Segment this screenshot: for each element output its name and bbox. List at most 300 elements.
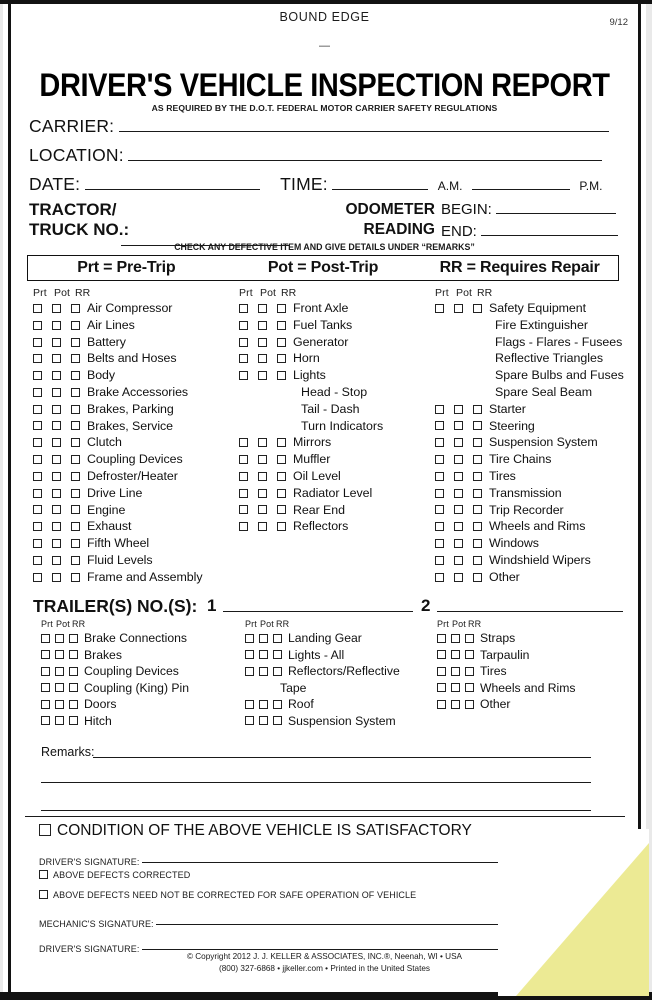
checkbox-prt[interactable] (435, 438, 444, 447)
checkbox-rr[interactable] (473, 421, 482, 430)
checklist-row (435, 300, 640, 317)
checkbox-rr[interactable] (473, 489, 482, 498)
checklist-row (435, 334, 640, 351)
checkbox-rr[interactable] (465, 667, 474, 676)
checklist-item-label: Battery (87, 334, 126, 349)
checkbox-pot[interactable] (52, 455, 61, 464)
checklist-subitem-label: Flags - Flares - Fusees (495, 334, 623, 349)
checkbox-pot[interactable] (259, 667, 268, 676)
checkbox-pot[interactable] (52, 539, 61, 548)
revision-code: 9/12 (609, 17, 628, 28)
odometer-values (441, 199, 618, 242)
checklist-row (33, 451, 248, 468)
checkbox-prt[interactable] (33, 539, 42, 548)
trailer-checklist-row (245, 630, 400, 647)
checkbox-prt[interactable] (41, 650, 50, 659)
checkbox-prt[interactable] (33, 505, 42, 514)
checkbox-pot[interactable] (52, 405, 61, 414)
checkbox-prt[interactable] (41, 667, 50, 676)
checkbox-pot[interactable] (454, 472, 463, 481)
column-1-headers (33, 287, 248, 300)
checklist-item-label: Belts and Hoses (87, 351, 177, 366)
checkbox-pot[interactable] (259, 716, 268, 725)
checkbox-prt[interactable] (437, 634, 446, 643)
checkbox-prt[interactable] (245, 634, 254, 643)
checklist-item-label: Trip Recorder (489, 502, 564, 517)
trailer-column-1-headers (41, 619, 189, 630)
checklist-subitem-label: Spare Bulbs and Fuses (495, 368, 624, 383)
checkbox-pot[interactable] (258, 321, 267, 330)
location-label: LOCATION: (29, 145, 124, 165)
checkbox-prt[interactable] (239, 522, 248, 531)
copyright-line-2: (800) 327-6868 • jjkeller.com • Printed in the United States (219, 963, 430, 973)
checkbox-prt[interactable] (239, 438, 248, 447)
checkbox-prt[interactable] (239, 354, 248, 363)
trailer-column-3-headers (437, 619, 576, 630)
time-pm-input[interactable] (472, 175, 570, 190)
trailer-item-label: Roof (288, 697, 314, 711)
checkbox-rr[interactable] (71, 489, 80, 498)
checklist-row (435, 384, 640, 401)
checkbox-prt[interactable] (239, 321, 248, 330)
location-input[interactable] (128, 146, 602, 161)
checkbox-pot[interactable] (454, 421, 463, 430)
checkbox-pot[interactable] (52, 489, 61, 498)
driver-signature-input-2[interactable] (142, 940, 514, 950)
checkbox-rr[interactable] (473, 304, 482, 313)
checkbox-prt[interactable] (33, 354, 42, 363)
checklist-item-label: Wheels and Rims (489, 519, 586, 534)
checkbox-prt[interactable] (435, 489, 444, 498)
header-rr: RR (468, 619, 482, 629)
checkbox-rr[interactable] (273, 716, 282, 725)
checkbox-pot[interactable] (52, 338, 61, 347)
trailer-checklist-row (41, 630, 189, 647)
truck-no-label: TRUCK NO.: (29, 220, 130, 239)
column-3-rows (435, 300, 640, 586)
checkbox-pot[interactable] (52, 388, 61, 397)
checkbox-prt[interactable] (437, 683, 446, 692)
checkbox-pot[interactable] (454, 505, 463, 514)
bound-edge-label: BOUND EDGE (279, 10, 370, 24)
trailer-item-label: Lights - All (288, 647, 345, 662)
trailer-column-3 (437, 619, 576, 713)
checkbox-prt[interactable] (239, 455, 248, 464)
tractor-label: TRACTOR/ (29, 200, 117, 219)
checkbox-pot[interactable] (55, 634, 64, 643)
checkbox-prt[interactable] (239, 304, 248, 313)
checkbox-pot[interactable] (451, 634, 460, 643)
checkbox-prt[interactable] (437, 650, 446, 659)
checkbox-rr[interactable] (71, 354, 80, 363)
trailer-item-label: Tarpaulin (480, 647, 530, 662)
checkbox-pot[interactable] (52, 354, 61, 363)
checkbox-rr[interactable] (473, 472, 482, 481)
checkbox-rr[interactable] (473, 505, 482, 514)
header-pot: Pot (452, 619, 466, 629)
checklist-item-label: Body (87, 368, 116, 383)
begin-row (441, 199, 618, 220)
checkbox-rr[interactable] (71, 371, 80, 380)
checkbox-pot[interactable] (52, 321, 61, 330)
trailer-item-label: Brakes (84, 647, 122, 662)
reading-label: READING (363, 221, 435, 238)
checkbox-prt[interactable] (239, 371, 248, 380)
checkbox-pot[interactable] (454, 489, 463, 498)
mechanic-signature-label: MECHANIC'S SIGNATURE: (39, 919, 154, 929)
checkbox-pot[interactable] (52, 522, 61, 531)
remarks-input-line-3[interactable] (41, 810, 591, 811)
checkbox-prt[interactable] (245, 716, 254, 725)
checkbox-prt[interactable] (435, 421, 444, 430)
checkbox-pot[interactable] (52, 472, 61, 481)
trailer-number-2-input[interactable] (437, 611, 623, 612)
checkbox-pot[interactable] (258, 438, 267, 447)
trailer-checklist-row (41, 713, 189, 730)
mechanic-signature-input[interactable] (156, 915, 501, 925)
checkbox-pot[interactable] (258, 472, 267, 481)
checkbox-rr[interactable] (277, 438, 286, 447)
checkbox-rr[interactable] (69, 634, 78, 643)
checkbox-rr[interactable] (473, 539, 482, 548)
checklist-item-label: Other (489, 569, 520, 584)
driver-signature-label-2: DRIVER'S SIGNATURE: (39, 944, 140, 954)
checklist-row (239, 367, 439, 384)
checkbox-pot[interactable] (454, 573, 463, 582)
checkbox-pot[interactable] (258, 338, 267, 347)
checkbox-rr[interactable] (71, 321, 80, 330)
checklist-item-label: Brake Accessories (87, 384, 189, 399)
checkbox-pot[interactable] (55, 716, 64, 725)
checkbox-prt[interactable] (239, 489, 248, 498)
checkbox-rr[interactable] (69, 667, 78, 676)
checklist-row (33, 569, 248, 586)
checkbox-prt[interactable] (33, 321, 42, 330)
checklist-subitem-label: Spare Seal Beam (495, 384, 593, 399)
trailer-subitem-label: Tape (280, 680, 307, 695)
checkbox-prt[interactable] (239, 505, 248, 514)
checkbox-prt[interactable] (33, 573, 42, 582)
checklist-row (435, 569, 640, 586)
header-prt: Prt (245, 619, 257, 629)
checkbox-rr[interactable] (71, 388, 80, 397)
checkbox-pot[interactable] (258, 371, 267, 380)
checkbox-rr[interactable] (71, 556, 80, 565)
checkbox-rr[interactable] (277, 304, 286, 313)
am-label: A.M. (437, 179, 463, 193)
trailer-item-label: Suspension System (288, 713, 396, 728)
checkbox-rr[interactable] (69, 716, 78, 725)
checklist-row (33, 300, 248, 317)
checkbox-rr[interactable] (273, 650, 282, 659)
checkbox-rr[interactable] (71, 421, 80, 430)
trailer-checklist-row (437, 647, 576, 664)
checklist-item-label: Air Compressor (87, 301, 173, 315)
checkbox-rr[interactable] (277, 338, 286, 347)
trailer-item-label: Straps (480, 631, 516, 645)
defects-need-not-row[interactable] (39, 890, 416, 900)
checkbox-prt[interactable] (33, 489, 42, 498)
checklist-item-label: Radiator Level (293, 485, 373, 500)
column-2-headers (239, 287, 439, 300)
checklist-column-3 (435, 287, 640, 586)
checkbox-prt[interactable] (33, 388, 42, 397)
checkbox-rr[interactable] (473, 522, 482, 531)
checklist-row (239, 317, 439, 334)
checkbox-prt[interactable] (437, 700, 446, 709)
checkbox-prt[interactable] (435, 556, 444, 565)
checkbox-rr[interactable] (71, 522, 80, 531)
defects-corrected-row[interactable] (39, 870, 190, 880)
checkbox-pot[interactable] (52, 421, 61, 430)
checkbox-prt[interactable] (435, 304, 444, 313)
checkbox-prt[interactable] (435, 539, 444, 548)
checkbox-rr[interactable] (473, 556, 482, 565)
checklist-item-label: Brakes, Service (87, 418, 174, 433)
legend-pot: Pot = Post-Trip (267, 259, 379, 276)
checkbox-pot[interactable] (454, 539, 463, 548)
trailer-number-1-input[interactable] (223, 611, 413, 612)
location-row (29, 145, 625, 174)
checkbox-pot[interactable] (52, 304, 61, 313)
condition-satisfactory-checkbox[interactable] (39, 824, 51, 836)
checkbox-pot[interactable] (258, 354, 267, 363)
defects-corrected-checkbox[interactable] (39, 870, 48, 879)
checkbox-prt[interactable] (435, 472, 444, 481)
checkbox-pot[interactable] (451, 650, 460, 659)
column-3-headers (435, 287, 640, 300)
trailer-item-label: Brake Connections (84, 631, 187, 645)
checkbox-pot[interactable] (55, 700, 64, 709)
checkbox-prt[interactable] (33, 338, 42, 347)
checklist-row (33, 350, 248, 367)
checkbox-prt[interactable] (33, 304, 42, 313)
checkbox-prt[interactable] (245, 650, 254, 659)
defects-need-not-checkbox[interactable] (39, 890, 48, 899)
date-input[interactable] (85, 175, 260, 190)
header-prt: Prt (33, 287, 47, 299)
checkbox-prt[interactable] (437, 667, 446, 676)
checkbox-pot[interactable] (454, 405, 463, 414)
checkbox-rr[interactable] (465, 634, 474, 643)
column-1-rows (33, 300, 248, 586)
remarks-input-line-2[interactable] (41, 782, 591, 783)
checkbox-rr[interactable] (71, 472, 80, 481)
checklist-item-label: Tire Chains (489, 452, 552, 467)
checklist-item-label: Steering (489, 418, 535, 433)
checkbox-rr[interactable] (277, 321, 286, 330)
checkbox-pot[interactable] (52, 371, 61, 380)
checkbox-prt[interactable] (33, 472, 42, 481)
checkbox-pot[interactable] (259, 634, 268, 643)
checkbox-rr[interactable] (69, 700, 78, 709)
checkbox-rr[interactable] (277, 455, 286, 464)
checkbox-prt[interactable] (33, 455, 42, 464)
checkbox-rr[interactable] (273, 667, 282, 676)
checkbox-prt[interactable] (239, 472, 248, 481)
checkbox-prt[interactable] (435, 505, 444, 514)
checklist-row (239, 334, 439, 351)
legend-bar (27, 255, 619, 281)
checklist-row (33, 384, 248, 401)
checkbox-rr[interactable] (71, 455, 80, 464)
checkbox-pot[interactable] (259, 700, 268, 709)
checkbox-pot[interactable] (451, 700, 460, 709)
checkbox-rr[interactable] (473, 405, 482, 414)
checkbox-pot[interactable] (258, 304, 267, 313)
checklist-row (33, 535, 248, 552)
checkbox-pot[interactable] (52, 556, 61, 565)
checkbox-rr[interactable] (273, 700, 282, 709)
checklist-row (239, 384, 439, 401)
page-outer-margin-left (0, 0, 3, 1000)
checklist-row (435, 317, 640, 334)
checkbox-prt[interactable] (41, 683, 50, 692)
checkbox-prt[interactable] (435, 405, 444, 414)
checkbox-pot[interactable] (454, 556, 463, 565)
checkbox-pot[interactable] (258, 505, 267, 514)
checkbox-rr[interactable] (69, 683, 78, 692)
header-rr: RR (477, 287, 493, 299)
checkbox-prt[interactable] (33, 438, 42, 447)
trailer-item-label: Reflectors/Reflective (288, 664, 400, 678)
checklist-item-label: Mirrors (293, 435, 332, 450)
trailer-checklist-row (41, 647, 189, 664)
checkbox-pot[interactable] (55, 683, 64, 692)
checklist-item-label: Defroster/Heater (87, 468, 178, 483)
checkbox-pot[interactable] (258, 455, 267, 464)
checkbox-pot[interactable] (454, 304, 463, 313)
driver-signature-label-1: DRIVER'S SIGNATURE: (39, 857, 140, 867)
checkbox-prt[interactable] (435, 522, 444, 531)
checklist-row (435, 350, 640, 367)
checkbox-rr[interactable] (473, 573, 482, 582)
begin-label: BEGIN: (441, 201, 492, 218)
carrier-input[interactable] (119, 117, 609, 132)
checkbox-pot[interactable] (451, 683, 460, 692)
checkbox-rr[interactable] (473, 438, 482, 447)
checkbox-rr[interactable] (69, 650, 78, 659)
checkbox-prt[interactable] (239, 338, 248, 347)
date-label: DATE: (29, 174, 81, 194)
odometer-label: ODOMETER (345, 201, 435, 218)
checkbox-pot[interactable] (55, 650, 64, 659)
checkbox-prt[interactable] (435, 573, 444, 582)
checkbox-pot[interactable] (258, 489, 267, 498)
checkbox-rr[interactable] (277, 371, 286, 380)
remarks-input-line-1[interactable] (93, 757, 591, 758)
checkbox-rr[interactable] (277, 522, 286, 531)
checkbox-pot[interactable] (454, 522, 463, 531)
checkbox-pot[interactable] (258, 522, 267, 531)
checklist-item-label: Windshield Wipers (489, 552, 591, 567)
checkbox-prt[interactable] (33, 556, 42, 565)
checklist-item-label: Clutch (87, 435, 122, 450)
checklist-item-label: Lights (293, 368, 326, 383)
checkbox-rr[interactable] (71, 405, 80, 414)
checkbox-prt[interactable] (33, 522, 42, 531)
checkbox-pot[interactable] (52, 438, 61, 447)
checklist-item-label: Engine (87, 502, 126, 517)
trailer-column-3-rows (437, 630, 576, 713)
defects-corrected-label: ABOVE DEFECTS CORRECTED (53, 870, 191, 880)
checkbox-pot[interactable] (454, 455, 463, 464)
checklist-row (435, 418, 640, 435)
checkbox-rr[interactable] (71, 338, 80, 347)
checkbox-prt[interactable] (245, 700, 254, 709)
checkbox-rr[interactable] (465, 700, 474, 709)
checklist-row (239, 485, 439, 502)
checkbox-prt[interactable] (41, 716, 50, 725)
checkbox-rr[interactable] (71, 505, 80, 514)
checkbox-rr[interactable] (71, 573, 80, 582)
begin-input[interactable] (496, 199, 616, 214)
checklist-row (33, 502, 248, 519)
carrier-row (29, 116, 625, 145)
trailer-checklist-row (437, 630, 576, 647)
trailer-checklist-row (245, 713, 400, 730)
checkbox-prt[interactable] (435, 455, 444, 464)
checkbox-rr[interactable] (71, 438, 80, 447)
checklist-row (33, 401, 248, 418)
checkbox-rr[interactable] (277, 505, 286, 514)
checkbox-rr[interactable] (465, 650, 474, 659)
tractor-truck-labels (29, 200, 129, 240)
checklist-item-label: Transmission (489, 485, 562, 500)
checkbox-prt[interactable] (33, 371, 42, 380)
time-am-input[interactable] (332, 175, 428, 190)
checklist-row (435, 367, 640, 384)
checklist-row (33, 518, 248, 535)
end-row (441, 221, 618, 242)
checkbox-rr[interactable] (473, 455, 482, 464)
checkbox-pot[interactable] (55, 667, 64, 676)
checkbox-prt[interactable] (41, 634, 50, 643)
trailer-item-label: Landing Gear (288, 631, 362, 645)
trailer-item-label: Tires (480, 664, 507, 678)
remarks-label: Remarks: (41, 745, 95, 759)
header-fields (29, 116, 625, 203)
end-input[interactable] (481, 221, 618, 236)
checkbox-pot[interactable] (52, 505, 61, 514)
checkbox-rr[interactable] (273, 634, 282, 643)
header-pot: Pot (260, 619, 274, 629)
checklist-row (33, 552, 248, 569)
checkbox-rr[interactable] (277, 489, 286, 498)
checkbox-prt[interactable] (33, 405, 42, 414)
checkbox-rr[interactable] (71, 304, 80, 313)
trailer-checklist-row (41, 663, 189, 680)
checkbox-rr[interactable] (71, 539, 80, 548)
checklist-row (435, 518, 640, 535)
check-defective-note: CHECK ANY DEFECTIVE ITEM AND GIVE DETAILS UNDER “REMARKS” (174, 242, 475, 252)
checkbox-prt[interactable] (33, 421, 42, 430)
checkbox-rr[interactable] (277, 354, 286, 363)
checkbox-prt[interactable] (41, 700, 50, 709)
checkbox-pot[interactable] (454, 438, 463, 447)
checkbox-pot[interactable] (52, 573, 61, 582)
checkbox-prt[interactable] (245, 667, 254, 676)
checkbox-rr[interactable] (277, 472, 286, 481)
checklist-row (239, 434, 439, 451)
condition-satisfactory-row[interactable] (39, 822, 472, 840)
checkbox-pot[interactable] (259, 650, 268, 659)
checklist-item-label: Drive Line (87, 485, 143, 500)
checkbox-rr[interactable] (465, 683, 474, 692)
header-rr: RR (72, 619, 86, 629)
checkbox-pot[interactable] (451, 667, 460, 676)
header-prt: Prt (41, 619, 53, 629)
